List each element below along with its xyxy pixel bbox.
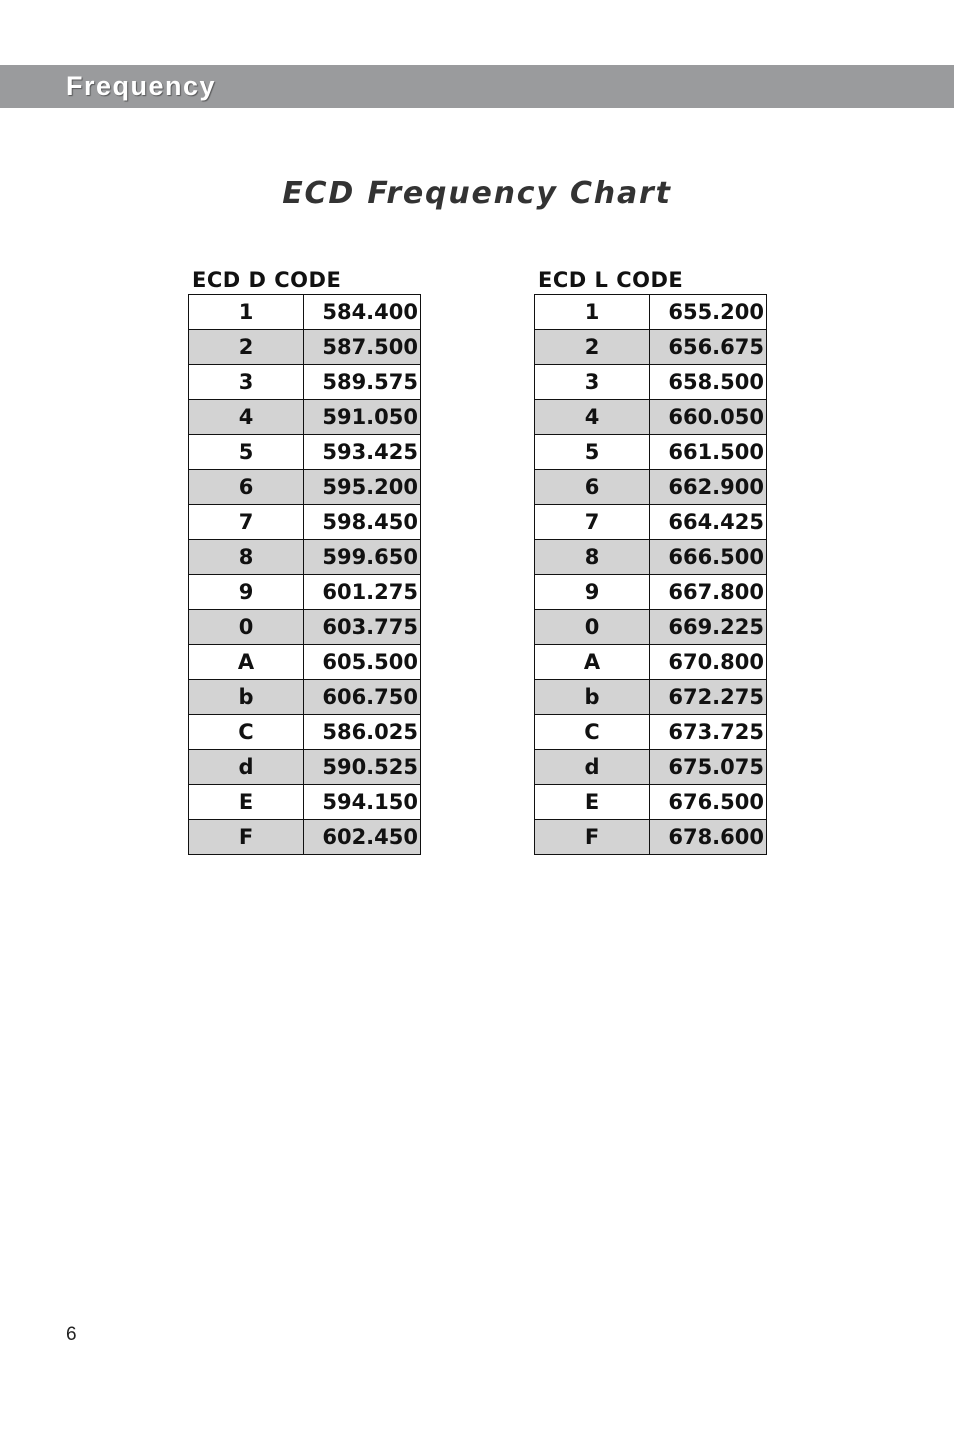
table-row [535,435,767,470]
frequency-cell: 602.450 [304,820,421,855]
code-cell: 6 [535,470,650,505]
ecd-l-code-table-block [534,266,767,855]
frequency-cell: 589.575 [304,365,421,400]
code-cell: 6 [189,470,304,505]
table-row [189,540,421,575]
table-row [189,470,421,505]
table-row [189,575,421,610]
table-row [189,295,421,330]
code-cell: 7 [189,505,304,540]
table-row [535,365,767,400]
code-cell: 3 [189,365,304,400]
table-row [535,610,767,645]
frequency-cell: 590.525 [304,750,421,785]
code-cell: b [535,680,650,715]
code-cell: d [189,750,304,785]
code-cell: F [535,820,650,855]
table-row [535,820,767,855]
code-cell: 7 [535,505,650,540]
table-row [189,610,421,645]
table-row [535,470,767,505]
section-header-bar [0,65,954,108]
frequency-cell: 675.075 [650,750,767,785]
code-cell: F [189,820,304,855]
frequency-cell: 595.200 [304,470,421,505]
table-row [189,645,421,680]
chart-title: ECD Frequency Chart [282,176,672,211]
code-cell: d [535,750,650,785]
frequency-cell: 673.725 [650,715,767,750]
frequency-cell: 594.150 [304,785,421,820]
ecd-l-code-heading: ECD L CODE [538,268,684,292]
section-title: Frequency [66,71,217,101]
table-row [189,505,421,540]
frequency-cell: 660.050 [650,400,767,435]
table-row [189,750,421,785]
code-cell: 4 [189,400,304,435]
code-cell: 9 [189,575,304,610]
frequency-cell: 598.450 [304,505,421,540]
table-row [189,330,421,365]
frequency-cell: 664.425 [650,505,767,540]
frequency-cell: 587.500 [304,330,421,365]
code-cell: C [189,715,304,750]
code-cell: A [189,645,304,680]
code-cell: 4 [535,400,650,435]
frequency-cell: 676.500 [650,785,767,820]
code-cell: 1 [189,295,304,330]
ecd-l-code-table [534,294,767,855]
frequency-cell: 603.775 [304,610,421,645]
table-row [535,785,767,820]
frequency-cell: 662.900 [650,470,767,505]
frequency-cell: 678.600 [650,820,767,855]
table-row [189,365,421,400]
table-row [189,680,421,715]
code-cell: C [535,715,650,750]
frequency-cell: 670.800 [650,645,767,680]
frequency-cell: 605.500 [304,645,421,680]
table-row [535,575,767,610]
code-cell: 2 [189,330,304,365]
ecd-d-code-heading: ECD D CODE [192,268,342,292]
table-row [535,505,767,540]
ecd-d-code-table [188,294,421,855]
code-cell: E [535,785,650,820]
code-cell: 9 [535,575,650,610]
frequency-cell: 667.800 [650,575,767,610]
code-cell: 5 [189,435,304,470]
frequency-cell: 606.750 [304,680,421,715]
table-row [535,540,767,575]
frequency-cell: 593.425 [304,435,421,470]
frequency-cell: 656.675 [650,330,767,365]
table-row [189,785,421,820]
frequency-cell: 666.500 [650,540,767,575]
table-row [535,330,767,365]
table-row [189,400,421,435]
code-cell: 1 [535,295,650,330]
code-cell: 2 [535,330,650,365]
page-number: 6 [66,1324,77,1345]
code-cell: 0 [189,610,304,645]
code-cell: 8 [535,540,650,575]
frequency-cell: 658.500 [650,365,767,400]
code-cell: b [189,680,304,715]
frequency-cell: 599.650 [304,540,421,575]
code-cell: 0 [535,610,650,645]
frequency-cell: 655.200 [650,295,767,330]
frequency-cell: 661.500 [650,435,767,470]
frequency-cell: 591.050 [304,400,421,435]
code-cell: A [535,645,650,680]
table-row [535,715,767,750]
code-cell: E [189,785,304,820]
ecd-d-code-table-block [188,266,421,855]
frequency-cell: 672.275 [650,680,767,715]
frequency-cell: 669.225 [650,610,767,645]
table-row [535,645,767,680]
frequency-cell: 601.275 [304,575,421,610]
frequency-cell: 584.400 [304,295,421,330]
code-cell: 5 [535,435,650,470]
frequency-cell: 586.025 [304,715,421,750]
code-cell: 3 [535,365,650,400]
table-row [535,400,767,435]
table-row [189,820,421,855]
table-row [189,715,421,750]
table-row [535,295,767,330]
table-row [189,435,421,470]
table-row [535,680,767,715]
code-cell: 8 [189,540,304,575]
table-row [535,750,767,785]
